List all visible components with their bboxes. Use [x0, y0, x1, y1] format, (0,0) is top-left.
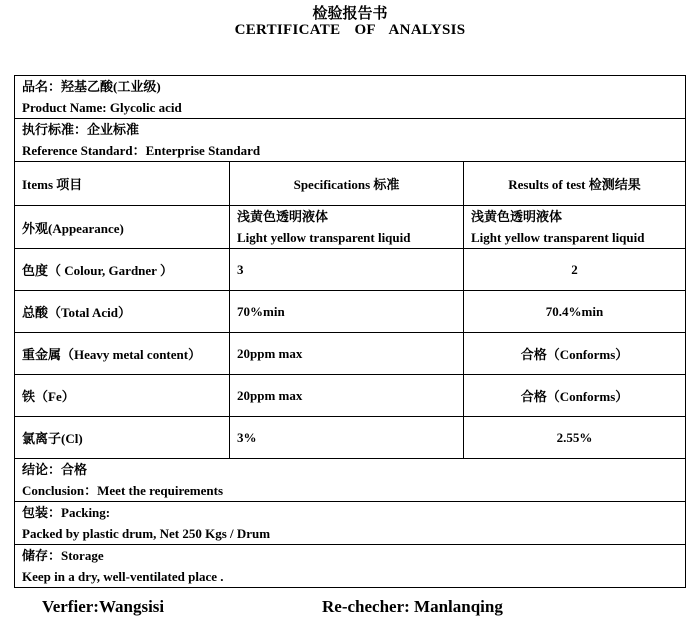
result-cell: 70.4%min	[464, 291, 686, 333]
table-row	[15, 291, 686, 333]
conclusion-english: Conclusion：Meet the requirements	[22, 483, 223, 498]
packing-row	[15, 502, 686, 545]
item-cell: 外观(Appearance)	[15, 206, 230, 249]
item-cell: 氯离子(Cl)	[15, 417, 230, 459]
item-cell: 铁（Fe）	[15, 375, 230, 417]
reference-standard-english: Reference Standard：Enterprise Standard	[22, 143, 261, 158]
storage-text: Keep in a dry, well-ventilated place .	[22, 569, 224, 584]
table-row	[15, 417, 686, 459]
result-cell	[464, 206, 686, 249]
packing-cell	[15, 502, 686, 545]
table-header-row	[15, 162, 686, 206]
storage-label: 储存：Storage	[22, 548, 104, 563]
spec-cell: 20ppm max	[230, 333, 464, 375]
result-english: Light yellow transparent liquid	[471, 230, 645, 245]
storage-cell	[15, 545, 686, 588]
spec-cell: 20ppm max	[230, 375, 464, 417]
reference-standard-cell	[15, 119, 686, 162]
column-header-results: Results of test 检测结果	[464, 162, 686, 206]
result-cell: 2	[464, 249, 686, 291]
spec-english: Light yellow transparent liquid	[237, 230, 411, 245]
verifier-signature: Verfier:Wangsisi	[42, 597, 165, 616]
reference-standard-chinese: 执行标准：企业标准	[22, 122, 140, 137]
spec-cell: 70%min	[230, 291, 464, 333]
item-cell: 重金属（Heavy metal content）	[15, 333, 230, 375]
product-name-cell	[15, 76, 686, 119]
packing-text: Packed by plastic drum, Net 250 Kgs / Drum	[22, 526, 271, 541]
spec-cell	[230, 206, 464, 249]
certificate-table	[14, 75, 686, 588]
conclusion-row	[15, 459, 686, 502]
packing-label: 包装：Packing:	[22, 505, 111, 520]
rechecker-signature: Re-checher: Manlanqing	[322, 597, 503, 616]
storage-row	[15, 545, 686, 588]
product-name-chinese: 品名：羟基乙酸(工业级)	[22, 79, 161, 94]
spec-cell: 3	[230, 249, 464, 291]
result-cell: 合格（Conforms）	[464, 333, 686, 375]
document-title-chinese: 检验报告书	[312, 6, 388, 22]
spec-cell: 3%	[230, 417, 464, 459]
table-row	[15, 206, 686, 249]
item-cell: 总酸（Total Acid）	[15, 291, 230, 333]
conclusion-cell	[15, 459, 686, 502]
table-row	[15, 249, 686, 291]
document-title-english: CERTIFICATE OF ANALYSIS	[234, 22, 466, 38]
item-cell: 色度（ Colour, Gardner ）	[15, 249, 230, 291]
product-name-row	[15, 76, 686, 119]
spec-chinese: 浅黄色透明液体	[237, 209, 329, 224]
result-cell: 2.55%	[464, 417, 686, 459]
result-chinese: 浅黄色透明液体	[471, 209, 563, 224]
product-name-english: Product Name: Glycolic acid	[22, 100, 182, 115]
table-row	[15, 333, 686, 375]
reference-standard-row	[15, 119, 686, 162]
column-header-specifications: Specifications 标准	[230, 162, 464, 206]
result-cell: 合格（Conforms）	[464, 375, 686, 417]
table-row	[15, 375, 686, 417]
column-header-items: Items 项目	[15, 162, 230, 206]
conclusion-chinese: 结论：合格	[22, 462, 88, 477]
